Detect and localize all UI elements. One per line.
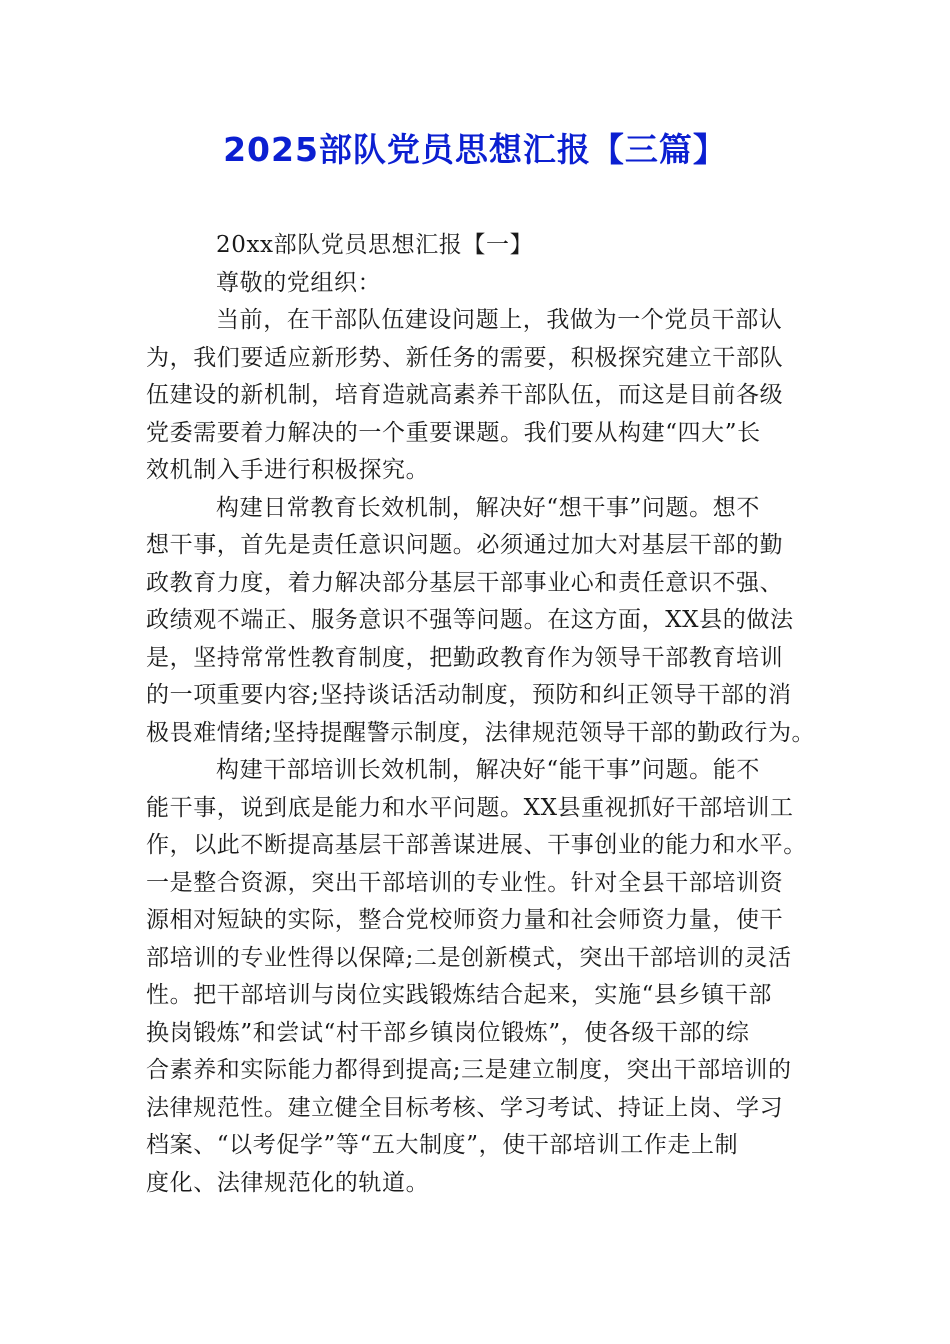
text-line: 源相对短缺的实际，整合党校师资力量和社会师资力量，使干 [146, 907, 784, 933]
text-line: 合素养和实际能力都得到提高;三是建立制度，突出干部培训的 [146, 1057, 792, 1083]
document-body [146, 227, 818, 1202]
text-line: 想干事，首先是责任意识问题。必须通过加大对基层干部的勤 [146, 532, 784, 558]
text-line: 效机制入手进行积极探究。 [146, 457, 430, 483]
text-line: 尊敬的党组织： [216, 269, 382, 296]
document-title: 2025部队党员思想汇报【三篇】 [223, 130, 727, 169]
text-line: 部培训的专业性得以保障;二是创新模式，突出干部培训的灵活 [146, 944, 792, 971]
text-line: 构建日常教育长效机制，解决好“想干事”问题。想不 [216, 494, 760, 521]
text-line: 性。把干部培训与岗位实践锻炼结合起来，实施“县乡镇干部 [146, 982, 772, 1008]
text-line: 换岗锻炼”和尝试“村干部乡镇岗位锻炼”，使各级干部的综 [146, 1019, 750, 1046]
text-line: 构建干部培训长效机制，解决好“能干事”问题。能不 [216, 757, 760, 783]
text-line: 一是整合资源，突出干部培训的专业性。针对全县干部培训资 [146, 869, 784, 896]
text-line: 作，以此不断提高基层干部善谋进展、干事创业的能力和水平。 [146, 832, 807, 858]
text-line: 档案、“以考促学”等“五大制度”，使干部培训工作走上制 [146, 1132, 739, 1158]
text-line: 极畏难情绪;坚持提醒警示制度，法律规范领导干部的勤政行为。 [146, 719, 816, 746]
text-line: 能干事，说到底是能力和水平问题。XX县重视抓好干部培训工 [146, 794, 794, 821]
text-line: 法律规范性。建立健全目标考核、学习考试、持证上岗、学习 [146, 1094, 784, 1121]
text-line: 20xx部队党员思想汇报【一】 [216, 232, 534, 258]
text-line: 度化、法律规范化的轨道。 [146, 1169, 430, 1196]
text-line: 是，坚持常常性教育制度，把勤政教育作为领导干部教育培训 [146, 644, 784, 671]
text-line: 政绩观不端正、服务意识不强等问题。在这方面，XX县的做法 [146, 607, 794, 633]
text-line: 为，我们要适应新形势、新任务的需要，积极探究建立干部队 [146, 344, 784, 371]
text-line: 的一项重要内容;坚持谈话活动制度，预防和纠正领导干部的消 [146, 682, 792, 708]
text-line: 伍建设的新机制，培育造就高素养干部队伍，而这是目前各级 [146, 382, 784, 408]
text-line: 党委需要着力解决的一个重要课题。我们要从构建“四大”长 [146, 419, 761, 446]
text-line: 政教育力度，着力解决部分基层干部事业心和责任意识不强、 [146, 569, 784, 596]
text-line: 当前，在干部队伍建设问题上，我做为一个党员干部认 [216, 307, 783, 333]
